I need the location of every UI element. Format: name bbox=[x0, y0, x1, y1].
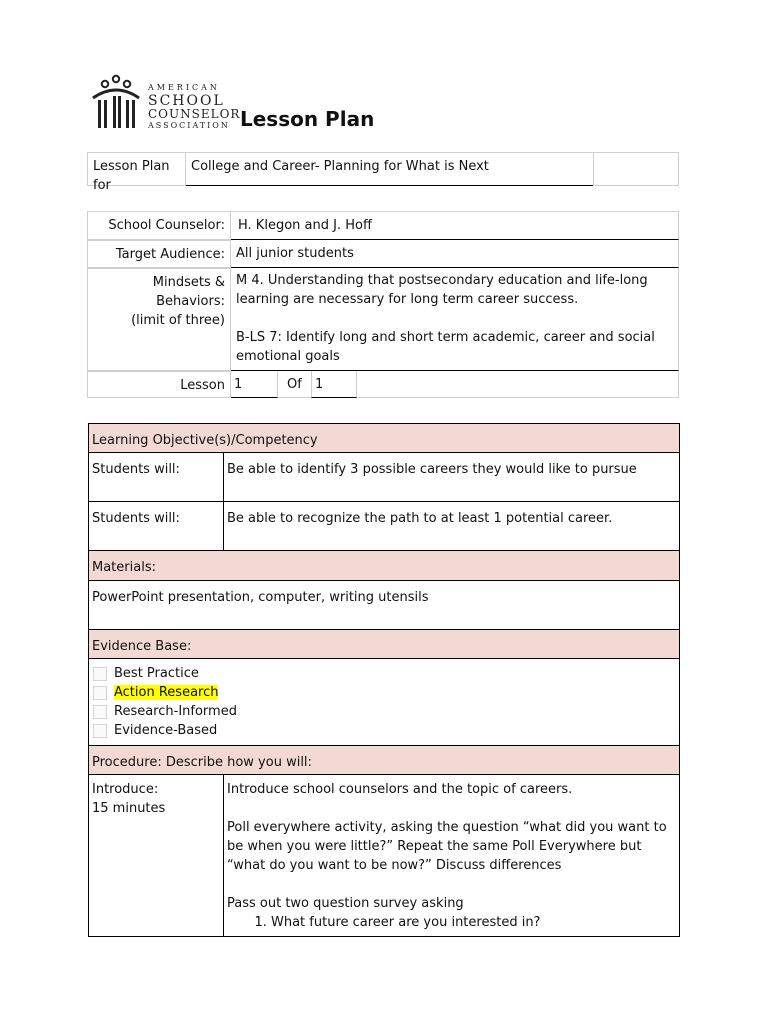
mindsets-value[interactable] bbox=[231, 268, 679, 371]
checkbox-icon[interactable] bbox=[93, 686, 107, 700]
document-title: Lesson Plan bbox=[240, 107, 375, 131]
materials-header-text: Materials: bbox=[92, 560, 156, 575]
evidence-option-best-practice[interactable] bbox=[93, 664, 199, 683]
lesson-total-field[interactable]: 1 bbox=[311, 371, 357, 398]
materials-value[interactable]: PowerPoint presentation, computer, writing utensils bbox=[92, 590, 429, 605]
lesson-label: Lesson bbox=[87, 371, 231, 398]
procedure-header bbox=[88, 745, 680, 775]
counselor-value[interactable]: H. Klegon and J. Hoff bbox=[231, 211, 679, 240]
procedure-list-item: 1. What future career are you interested in? bbox=[271, 913, 676, 932]
logo-line-1: AMERICAN bbox=[148, 83, 220, 92]
audience-label: Target Audience: bbox=[87, 240, 231, 268]
lesson-number-field[interactable]: 1 bbox=[231, 371, 278, 398]
procedure-paragraph-2: Poll everywhere activity, asking the question “what did you want to be when you were little?” Repeat the same Poll Everywhere but “what do you want to be now?” Discuss differences bbox=[227, 820, 667, 873]
objective-2-label: Students will: bbox=[89, 502, 224, 550]
objective-row-1 bbox=[88, 452, 680, 502]
procedure-step-name: Introduce: bbox=[92, 782, 159, 797]
procedure-row bbox=[88, 774, 680, 937]
evidence-option-label: Action Research bbox=[114, 685, 219, 700]
objective-1-label: Students will: bbox=[89, 453, 224, 501]
procedure-step-label bbox=[89, 775, 224, 936]
logo-line-3: COUNSELOR bbox=[148, 107, 241, 121]
mindset-item-2: B-LS 7: Identify long and short term academic, career and social emotional goals bbox=[236, 330, 655, 364]
logo-line-4: ASSOCIATION bbox=[148, 121, 230, 130]
audience-value[interactable]: All junior students bbox=[231, 240, 679, 268]
procedure-step-content[interactable] bbox=[224, 775, 679, 936]
evidence-option-action-research[interactable] bbox=[93, 683, 218, 702]
evidence-header bbox=[88, 629, 680, 659]
evidence-option-label: Research-Informed bbox=[114, 704, 237, 719]
counselor-label: School Counselor: bbox=[87, 211, 231, 240]
checkbox-icon[interactable] bbox=[93, 705, 107, 719]
mindsets-label bbox=[87, 268, 231, 371]
evidence-option-research-informed[interactable] bbox=[93, 702, 237, 721]
objectives-header-text: Learning Objective(s)/Competency bbox=[92, 433, 318, 448]
asca-emblem-icon bbox=[90, 74, 142, 132]
asca-logo bbox=[90, 74, 241, 132]
evidence-options bbox=[88, 658, 680, 746]
procedure-step-duration: 15 minutes bbox=[92, 801, 166, 816]
lesson-for-value[interactable]: College and Career- Planning for What is Next bbox=[186, 152, 594, 186]
checkbox-icon[interactable] bbox=[93, 667, 107, 681]
lesson-for-label: Lesson Plan for bbox=[87, 152, 186, 186]
objective-1-value[interactable]: Be able to identify 3 possible careers they would like to pursue bbox=[227, 462, 637, 477]
procedure-paragraph-3: Pass out two question survey asking bbox=[227, 896, 464, 911]
mindset-item-1: M 4. Understanding that postsecondary education and life-long learning are necessary for long term career success. bbox=[236, 273, 648, 307]
evidence-header-text: Evidence Base: bbox=[92, 639, 192, 654]
evidence-option-label: Evidence-Based bbox=[114, 723, 218, 738]
objective-row-2 bbox=[88, 501, 680, 551]
mindsets-label-line-1: Mindsets & Behaviors: bbox=[152, 275, 225, 309]
logo-line-2: SCHOOL bbox=[148, 93, 225, 109]
checkbox-icon[interactable] bbox=[93, 724, 107, 738]
mindsets-label-line-2: (limit of three) bbox=[131, 313, 225, 328]
of-label: Of bbox=[278, 371, 311, 398]
procedure-paragraph-1: Introduce school counselors and the topic of careers. bbox=[227, 782, 573, 797]
lesson-row-blank bbox=[357, 371, 679, 398]
materials-header bbox=[88, 550, 680, 581]
objective-2-value[interactable]: Be able to recognize the path to at least 1 potential career. bbox=[227, 511, 613, 526]
procedure-header-text: Procedure: Describe how you will: bbox=[92, 755, 312, 770]
lesson-for-extra-cell[interactable] bbox=[593, 152, 679, 186]
objectives-header bbox=[88, 423, 680, 453]
materials-row bbox=[88, 580, 680, 630]
evidence-option-label: Best Practice bbox=[114, 666, 199, 681]
evidence-option-evidence-based[interactable] bbox=[93, 721, 217, 740]
